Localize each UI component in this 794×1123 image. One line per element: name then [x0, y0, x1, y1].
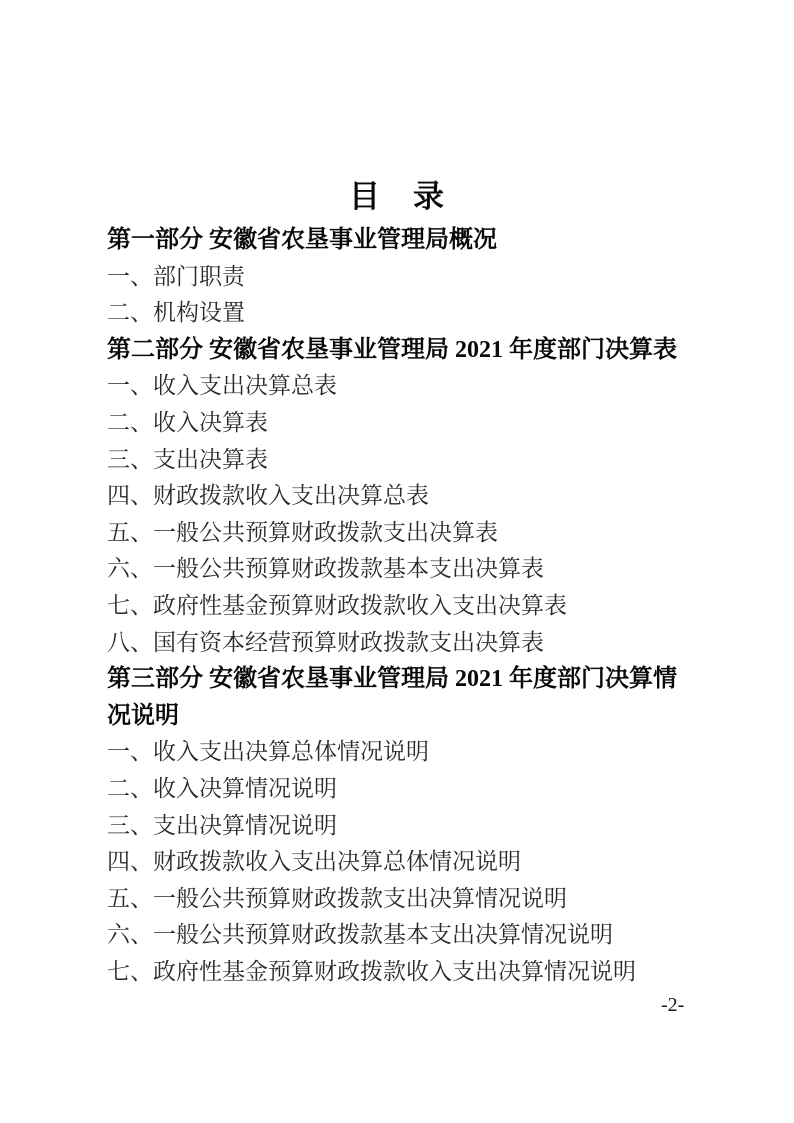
- toc-item: 三、支出决算情况说明: [107, 812, 337, 838]
- toc-section-2-heading: 第二部分 安徽省农垦事业管理局 2021 年度部门决算表: [107, 336, 677, 363]
- toc-item: 一、收入支出决算总表: [107, 373, 337, 399]
- toc-item: 一、部门职责: [107, 263, 245, 289]
- page-title: 目 录: [349, 179, 445, 214]
- toc-item: 五、一般公共预算财政拨款支出决算表: [107, 519, 498, 545]
- toc-item: 二、收入决算表: [107, 409, 268, 435]
- toc-item: 六、一般公共预算财政拨款基本支出决算情况说明: [107, 922, 613, 948]
- toc-item: 七、政府性基金预算财政拨款收入支出决算表: [107, 592, 567, 618]
- toc-item: 四、财政拨款收入支出决算总体情况说明: [107, 849, 521, 875]
- toc-item: 八、国有资本经营预算财政拨款支出决算表: [107, 629, 544, 655]
- toc-item: 四、财政拨款收入支出决算总表: [107, 483, 429, 509]
- toc-item: 二、机构设置: [107, 300, 245, 326]
- page-number: -2-: [661, 994, 685, 1016]
- table-of-contents: [107, 222, 727, 990]
- toc-section-3-heading-line-2: 况说明: [107, 702, 179, 729]
- toc-section-1-heading: 第一部分 安徽省农垦事业管理局概况: [107, 227, 497, 253]
- toc-item: 三、支出决算表: [107, 446, 268, 472]
- toc-item: 二、收入决算情况说明: [107, 775, 337, 801]
- toc-section-3-heading-line-1: 第三部分 安徽省农垦事业管理局 2021 年度部门决算情: [107, 666, 677, 693]
- toc-item: 一、收入支出决算总体情况说明: [107, 739, 429, 765]
- toc-item: 七、政府性基金预算财政拨款收入支出决算情况说明: [107, 958, 636, 984]
- toc-item: 六、一般公共预算财政拨款基本支出决算表: [107, 556, 544, 582]
- toc-item: 五、一般公共预算财政拨款支出决算情况说明: [107, 885, 567, 911]
